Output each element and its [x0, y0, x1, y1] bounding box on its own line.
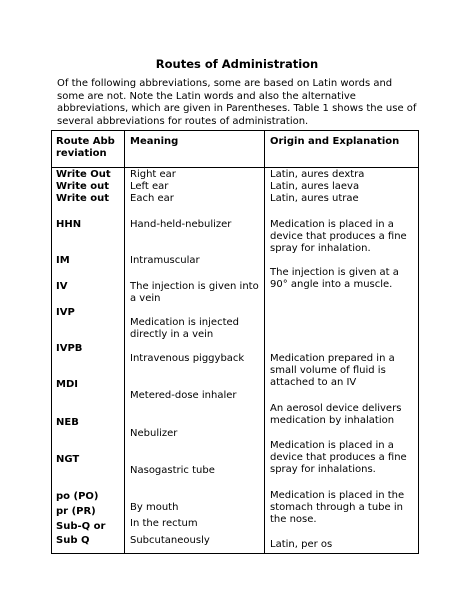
abbr-write-out: Write Out: [56, 169, 111, 180]
meaning-left-ear: Left ear: [130, 181, 169, 192]
origin-laeva: Latin, aures laeva: [270, 181, 360, 192]
abbr-write-out: Write out: [56, 193, 110, 204]
abbr-mdi: MDI: [56, 379, 78, 390]
origin-im: The injection is given at a 90° angle into a muscle.: [270, 267, 399, 291]
meaning-subq: Subcutaneously: [130, 535, 210, 546]
origin-dextra: Latin, aures dextra: [270, 169, 365, 180]
abbr-im: IM: [56, 255, 70, 266]
meaning-pr: In the rectum: [130, 518, 198, 529]
meaning-each-ear: Each ear: [130, 193, 174, 204]
origin-utrae: Latin, aures utrae: [270, 193, 359, 204]
header-origin: Origin and Explanation: [270, 136, 400, 147]
origin-ivpb: Medication prepared in a small volume of fluid is attached to an IV: [270, 353, 395, 389]
intro-paragraph: Of the following abbreviations, some are based on Latin words and some are not. Note the Latin words and also the alternative abbreviations, which are given in Parentheses. Table 1 shows the use of several abbreviations for routes of administration.: [57, 78, 417, 127]
abbr-iv: IV: [56, 281, 68, 292]
meaning-iv: The injection is given into a vein: [130, 281, 259, 305]
meaning-hhn: Hand-held-nebulizer: [130, 219, 232, 230]
column-divider: [264, 131, 265, 553]
abbr-neb: NEB: [56, 417, 79, 428]
origin-ngt: Medication is placed in the stomach through a tube in the nose.: [270, 490, 405, 526]
abbr-subq: Sub-Q or: [56, 521, 106, 532]
origin-hhn: Medication is placed in a device that produces a fine spray for inhalation.: [270, 219, 407, 255]
header-meaning: Meaning: [130, 136, 179, 147]
meaning-neb: Nebulizer: [130, 428, 178, 439]
abbr-ivp: IVP: [56, 307, 75, 318]
abbr-subq: Sub Q: [56, 535, 90, 546]
meaning-im: Intramuscular: [130, 255, 200, 266]
abbr-write-out: Write out: [56, 181, 110, 192]
meaning-ivpb: Intravenous piggyback: [130, 353, 245, 364]
meaning-mdi: Metered-dose inhaler: [130, 390, 237, 401]
origin-neb: Medication is placed in a device that produces a fine spray for inhalations.: [270, 440, 407, 476]
abbr-po: po (PO): [56, 491, 99, 502]
meaning-ivp: Medication is injected directly in a vein: [130, 317, 239, 341]
abbr-ivpb: IVPB: [56, 343, 83, 354]
abbr-ngt: NGT: [56, 454, 80, 465]
abbr-pr: pr (PR): [56, 506, 96, 517]
origin-po: Latin, per os: [270, 539, 333, 550]
page-title: Routes of Administration: [155, 57, 319, 71]
header-divider: [52, 167, 418, 168]
abbr-hhn: HHN: [56, 219, 82, 230]
origin-mdi: An aerosol device delivers medication by inhalation: [270, 403, 402, 427]
meaning-po: By mouth: [130, 502, 179, 513]
meaning-ngt: Nasogastric tube: [130, 465, 215, 476]
header-route-abbreviation: Route Abbreviation: [56, 136, 115, 160]
routes-table: [51, 130, 419, 554]
meaning-right-ear: Right ear: [130, 169, 176, 180]
